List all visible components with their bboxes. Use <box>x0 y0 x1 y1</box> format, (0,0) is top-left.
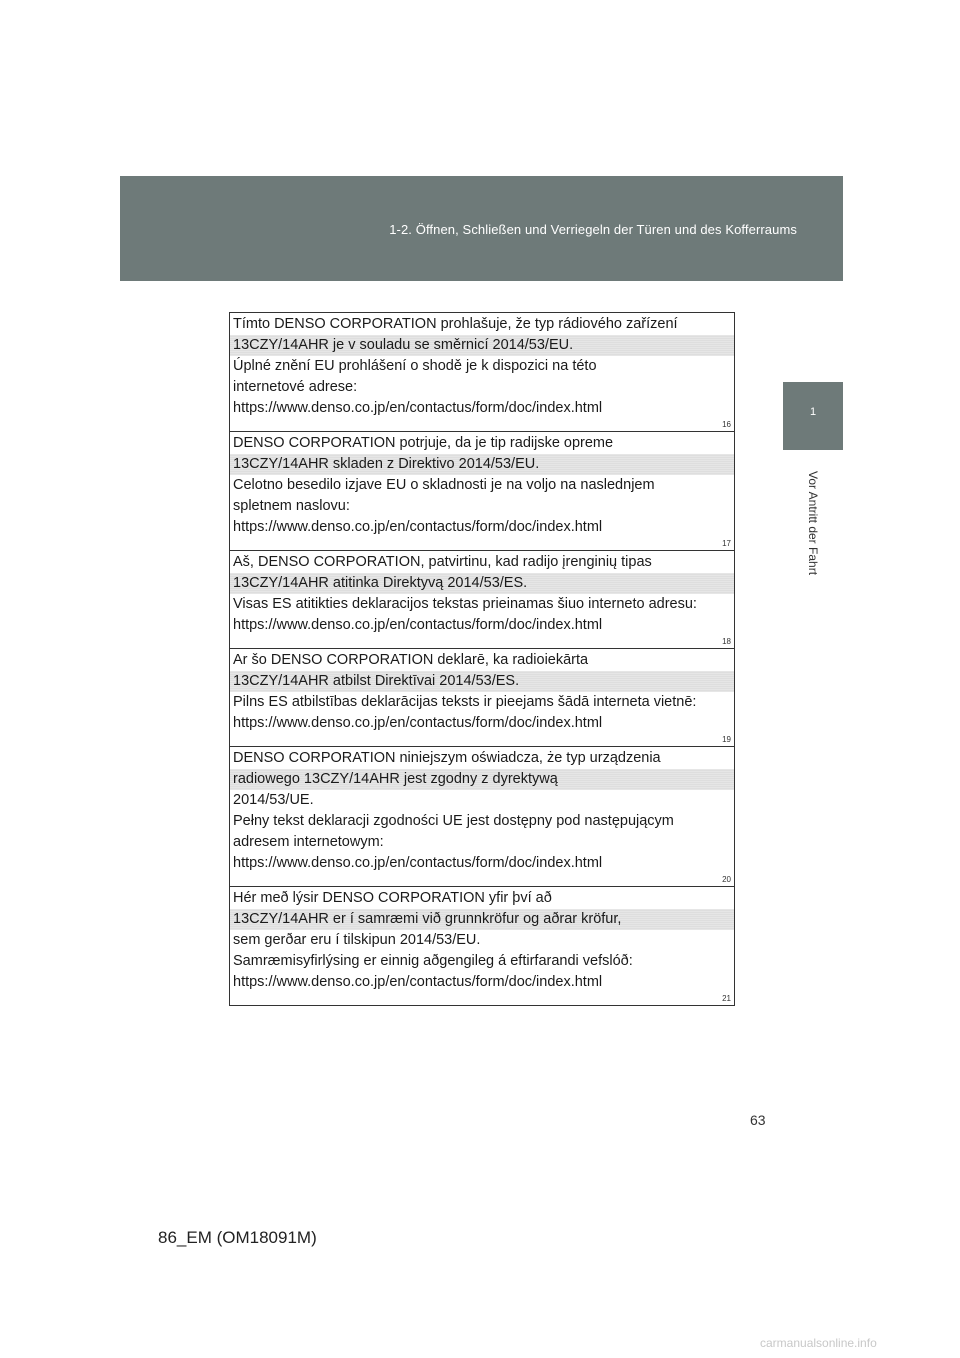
chapter-number: 1 <box>809 406 817 418</box>
declaration-line-shaded: 13CZY/14AHR skladen z Direktivo 2014/53/EU. <box>230 454 734 475</box>
chapter-tab <box>783 382 843 450</box>
declaration-line: https://www.denso.co.jp/en/contactus/form/doc/index.html <box>233 617 603 633</box>
declaration-ref-number: 18 <box>722 637 731 646</box>
declaration-line-shaded: 13CZY/14AHR er í samræmi við grunnkröfur og aðrar kröfur, <box>230 909 734 930</box>
watermark: carmanualsonline.info <box>760 1336 877 1350</box>
chapter-label-text: Vor Antritt der Fahrt <box>806 470 820 576</box>
declaration-line: DENSO CORPORATION potrjuje, da je tip radijske opreme <box>233 435 614 451</box>
declarations-table <box>229 312 735 1006</box>
declaration-ref-number: 16 <box>722 420 731 429</box>
declaration-line-shaded: 13CZY/14AHR atbilst Direktīvai 2014/53/ES. <box>230 671 734 692</box>
declaration-line: adresem internetowym: <box>233 834 384 850</box>
declaration-line: sem gerðar eru í tilskipun 2014/53/EU. <box>233 932 481 948</box>
declaration-block <box>230 313 734 431</box>
declaration-line: spletnem naslovu: <box>233 498 350 514</box>
declaration-block <box>230 431 734 550</box>
declaration-line: 2014/53/UE. <box>233 792 314 808</box>
declaration-line: Hér með lýsir DENSO CORPORATION yfir því að <box>233 890 552 906</box>
declaration-line: https://www.denso.co.jp/en/contactus/form/doc/index.html <box>233 400 603 416</box>
declaration-line: https://www.denso.co.jp/en/contactus/form/doc/index.html <box>233 519 603 535</box>
declaration-ref-number: 21 <box>722 994 731 1003</box>
page-number: 63 <box>750 1112 766 1128</box>
declaration-line: Aš, DENSO CORPORATION, patvirtinu, kad radijo įrenginių tipas <box>233 554 652 570</box>
declaration-block <box>230 886 734 1005</box>
declaration-block <box>230 550 734 648</box>
declaration-line: https://www.denso.co.jp/en/contactus/form/doc/index.html <box>233 855 603 871</box>
declaration-ref-number: 17 <box>722 539 731 548</box>
declaration-line: Visas ES atitikties deklaracijos tekstas prieinamas šiuo interneto adresu: <box>233 596 697 612</box>
declaration-line-shaded: 13CZY/14AHR je v souladu se směrnicí 2014/53/EU. <box>230 335 734 356</box>
declaration-line-shaded: 13CZY/14AHR atitinka Direktyvą 2014/53/ES. <box>230 573 734 594</box>
document-code: 86_EM (OM18091M) <box>158 1228 317 1247</box>
declaration-line: DENSO CORPORATION niniejszym oświadcza, że typ urządzenia <box>233 750 661 766</box>
section-title: 1-2. Öffnen, Schließen und Verriegeln der Türen und des Kofferraums <box>389 222 797 237</box>
declaration-block <box>230 746 734 886</box>
declaration-line: Samræmisyfirlýsing er einnig aðgengileg á eftirfarandi vefslóð: <box>233 953 633 969</box>
declaration-block <box>230 648 734 746</box>
declaration-line-shaded: radiowego 13CZY/14AHR jest zgodny z dyrektywą <box>230 769 734 790</box>
declaration-line: Ar šo DENSO CORPORATION deklarē, ka radioiekārta <box>233 652 589 668</box>
declaration-ref-number: 20 <box>722 875 731 884</box>
declaration-line: internetové adrese: <box>233 379 358 395</box>
declaration-line: Úplné znění EU prohlášení o shodě je k dispozici na této <box>233 358 597 374</box>
chapter-header-band <box>120 176 843 281</box>
declaration-line: Pełny tekst deklaracji zgodności UE jest dostępny pod następującym <box>233 813 674 829</box>
declaration-ref-number: 19 <box>722 735 731 744</box>
declaration-line: Pilns ES atbilstības deklarācijas teksts ir pieejams šādā interneta vietnē: <box>233 694 697 710</box>
declaration-line: Celotno besedilo izjave EU o skladnosti je na voljo na naslednjem <box>233 477 655 493</box>
declaration-line: Tímto DENSO CORPORATION prohlašuje, že typ rádiového zařízení <box>233 316 678 332</box>
declaration-line: https://www.denso.co.jp/en/contactus/form/doc/index.html <box>233 715 603 731</box>
declaration-line: https://www.denso.co.jp/en/contactus/form/doc/index.html <box>233 974 603 990</box>
